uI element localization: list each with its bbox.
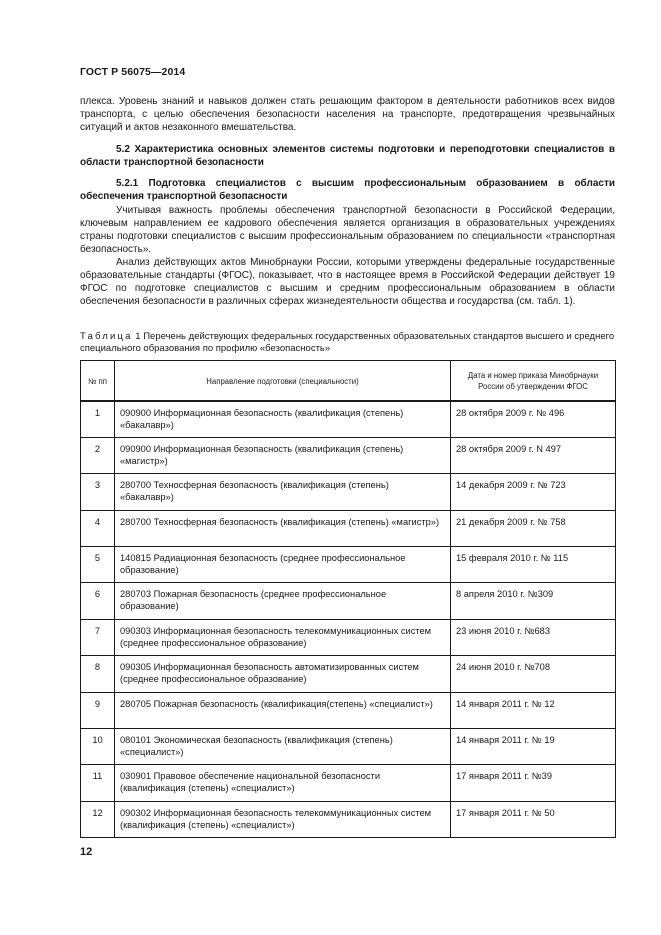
row-order: 17 января 2011 г. №39 [451,765,616,801]
section-5-2-1-title: 5.2.1 Подготовка специалистов с высшим профессиональным образованием в области обеспечения транспортной безопасности [80,178,615,202]
header-number: № пп [81,361,115,402]
row-order: 15 февраля 2010 г. № 115 [451,547,616,583]
row-order: 28 октября 2009 г. № 496 [451,401,616,437]
body-paragraph-1 [80,204,615,256]
row-direction: 280705 Пожарная безопасность (квалификация(степень) «специалист») [115,692,451,728]
row-direction: 280700 Техносферная безопасность (квалификация (степень) «бакалавр») [115,474,451,510]
row-order: 14 января 2011 г. № 19 [451,729,616,765]
row-direction: 090305 Информационная безопасность автоматизированных систем (среднее профессиональное образование) [115,656,451,692]
header-order: Дата и номер приказа Минобрнауки России об утверждении ФГОС [451,361,616,402]
row-order: 14 января 2011 г. № 12 [451,692,616,728]
row-direction: 080101 Экономическая безопасность (квалификация (степень) «специалист») [115,729,451,765]
table-caption-label: Таблица [80,331,133,342]
table-row [81,510,616,546]
row-order: 21 декабря 2009 г. № 758 [451,510,616,546]
row-number: 2 [81,437,115,473]
table-row [81,547,616,583]
row-number: 11 [81,765,115,801]
row-number: 12 [81,801,115,837]
table-caption-text: 1 Перечень действующих федеральных государственных образовательных стандартов высшего и среднего специального образования по профилю «безопасность» [80,331,615,354]
row-order: 24 июня 2010 г. №708 [451,656,616,692]
section-5-2-title: 5.2 Характеристика основных элементов системы подготовки и переподготовки специалистов в области транспортной безопасности [80,144,615,168]
row-direction: 090900 Информационная безопасность (квалификация (степень) «магистр») [115,437,451,473]
document-header: ГОСТ Р 56075—2014 [80,66,186,78]
header-direction: Направление подготовки (специальности) [115,361,451,402]
row-order: 8 апреля 2010 г. №309 [451,583,616,619]
table-row [81,801,616,837]
row-order: 28 октября 2009 г. N 497 [451,437,616,473]
paragraph-1-text: Учитывая важность проблемы обеспечения транспортной безопасности в Российской Федерации, ключевым направлением ее кадрового обеспечения является организация в образовательных учреждениях страны подготовки специалистов с высшим профессиональным образованием по специальности «транспортная безопасность». [80,205,615,255]
table-row [81,692,616,728]
intro-paragraph [80,95,615,134]
row-direction: 280703 Пожарная безопасность (среднее профессиональное образование) [115,583,451,619]
table-caption [80,331,615,355]
table-header-row [81,361,616,402]
table-row [81,437,616,473]
table-row [81,401,616,437]
row-direction: 090303 Информационная безопасность телекоммуникационных систем (среднее профессиональное образование) [115,619,451,655]
row-number: 9 [81,692,115,728]
row-direction: 140815 Радиационная безопасность (среднее профессиональное образование) [115,547,451,583]
row-direction: 090302 Информационная безопасность телекоммуникационных систем (квалификация (степень) «специалист») [115,801,451,837]
row-number: 5 [81,547,115,583]
row-direction: 030901 Правовое обеспечение национальной безопасности (квалификация (степень) «специалист») [115,765,451,801]
row-number: 10 [81,729,115,765]
table-row [81,583,616,619]
table-row [81,656,616,692]
row-direction: 280700 Техносферная безопасность (квалификация (степень) «магистр») [115,510,451,546]
paragraph-2-text: Анализ действующих актов Минобрнауки России, которыми утверждены федеральные государственные образовательные стандарты (ФГОС), показывает, что в настоящее время в Российской Федерации действует 19 ФГОС по подготовке специалистов с высшим и средним профессиональным образованием в области обеспечения безопасности в различных сферах жизнедеятельности общества и государства (см. табл. 1). [80,257,615,307]
row-number: 4 [81,510,115,546]
table-row [81,474,616,510]
row-number: 3 [81,474,115,510]
intro-text: плекса. Уровень знаний и навыков должен стать решающим фактором в деятельности работников всех видов транспорта, с целью обеспечения безопасности населения на транспорте, предотвращения чрезвычайных ситуаций и актов незаконного вмешательства. [80,96,615,133]
row-number: 7 [81,619,115,655]
section-5-2-heading [80,143,615,169]
page-number: 12 [80,846,93,858]
row-number: 6 [81,583,115,619]
row-number: 1 [81,401,115,437]
row-order: 23 июня 2010 г. №683 [451,619,616,655]
row-number: 8 [81,656,115,692]
row-order: 14 декабря 2009 г. № 723 [451,474,616,510]
body-paragraph-2 [80,256,615,308]
row-direction: 090900 Информационная безопасность (квалификация (степень) «бакалавр») [115,401,451,437]
row-order: 17 января 2011 г. № 50 [451,801,616,837]
table-row [81,729,616,765]
standards-table [80,360,616,838]
table-row [81,619,616,655]
section-5-2-1-heading [80,177,615,203]
table-row [81,765,616,801]
